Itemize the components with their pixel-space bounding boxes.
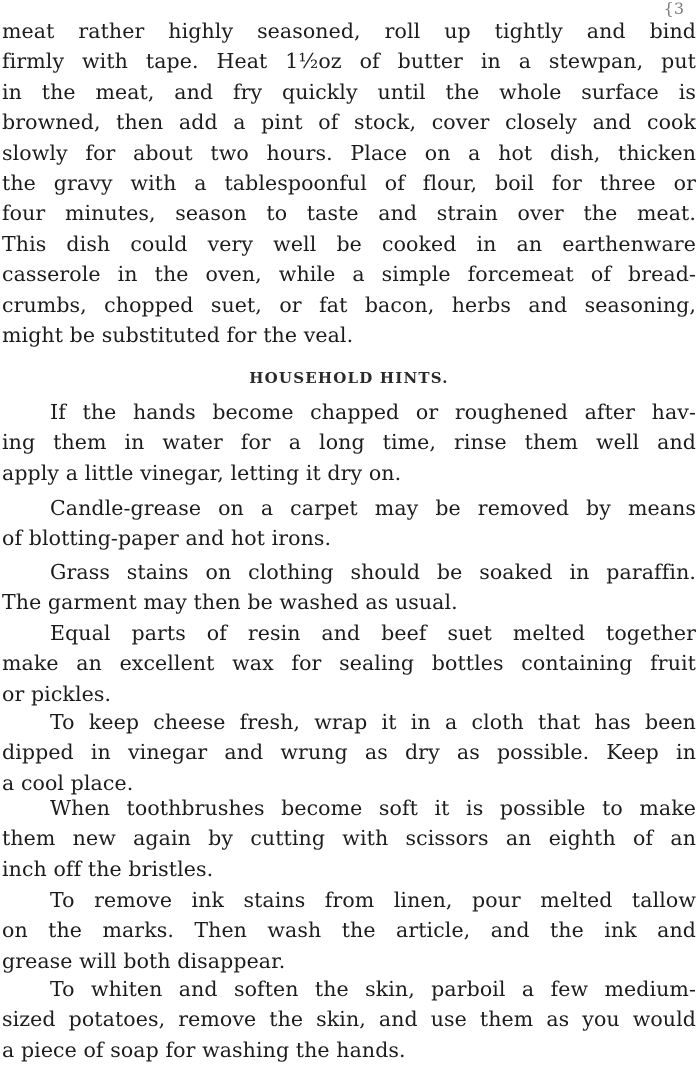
hint-paragraph (2, 707, 696, 798)
text-line: To keep cheese fresh, wrap it in a cloth that has been (50, 710, 696, 734)
text-line: casserole in the oven, while a simple forcemeat of bread- (2, 262, 696, 287)
hint-paragraph (2, 618, 696, 709)
recipe-paragraph (2, 16, 696, 350)
text-line: make an excellent wax for sealing bottles containing fruit (2, 651, 696, 676)
hint-paragraph (2, 793, 696, 884)
text-line: To whiten and soften the skin, parboil a few medium- (50, 977, 696, 1001)
text-line: firmly with tape. Heat 1½oz of butter in a stewpan, put (2, 49, 696, 74)
text-line: Equal parts of resin and beef suet melted together (50, 621, 696, 645)
text-line: apply a little vinegar, letting it dry on. (2, 460, 402, 485)
text-line: If the hands become chapped or roughened after hav- (50, 400, 696, 424)
text-line: sized potatoes, remove the skin, and use them as you would (2, 1007, 696, 1032)
text-line: meat rather highly seasoned, roll up tightly and bind (2, 19, 696, 43)
text-line: dipped in vinegar and wrung as dry as possible. Keep in (2, 740, 696, 765)
text-line: grease will both disappear. (2, 948, 286, 973)
text-line: or pickles. (2, 681, 112, 706)
text-line: To remove ink stains from linen, pour melted tallow (50, 888, 696, 912)
text-line: browned, then add a pint of stock, cover closely and cook (2, 110, 696, 135)
text-line: a piece of soap for washing the hands. (2, 1037, 406, 1062)
text-line: This dish could very well be cooked in an earthenware (2, 231, 696, 256)
text-line: the gravy with a tablespoonful of flour, boil for three or (2, 170, 696, 195)
text-line: might be substituted for the veal. (2, 322, 354, 347)
text-line: The garment may then be washed as usual. (2, 590, 458, 615)
text-line: a cool place. (2, 770, 134, 795)
text-line: four minutes, season to taste and strain over the meat. (2, 201, 696, 226)
text-line: crumbs, chopped suet, or fat bacon, herbs and seasoning, (2, 292, 696, 317)
text-line: in the meat, and fry quickly until the whole surface is (2, 79, 696, 104)
page-number: {3 (663, 0, 684, 18)
text-line: Grass stains on clothing should be soaked in paraffin. (50, 560, 696, 584)
text-line: them new again by cutting with scissors an eighth of an (2, 826, 696, 851)
hint-paragraph (2, 493, 696, 554)
text-line: of blotting-paper and hot irons. (2, 526, 332, 551)
hint-paragraph (2, 885, 696, 976)
text-line: ing them in water for a long time, rinse them well and (2, 430, 696, 455)
hint-paragraph (2, 397, 696, 488)
text-line: When toothbrushes become soft it is possible to make (50, 796, 696, 820)
section-heading: HOUSEHOLD HINTS. (249, 369, 449, 387)
text-line: inch off the bristles. (2, 856, 214, 881)
text-line: Candle-grease on a carpet may be removed by means (50, 496, 696, 520)
text-line: slowly for about two hours. Place on a hot dish, thicken (2, 140, 696, 165)
hint-paragraph (2, 557, 696, 618)
text-line: on the marks. Then wash the article, and the ink and (2, 918, 696, 943)
hint-paragraph (2, 974, 696, 1065)
